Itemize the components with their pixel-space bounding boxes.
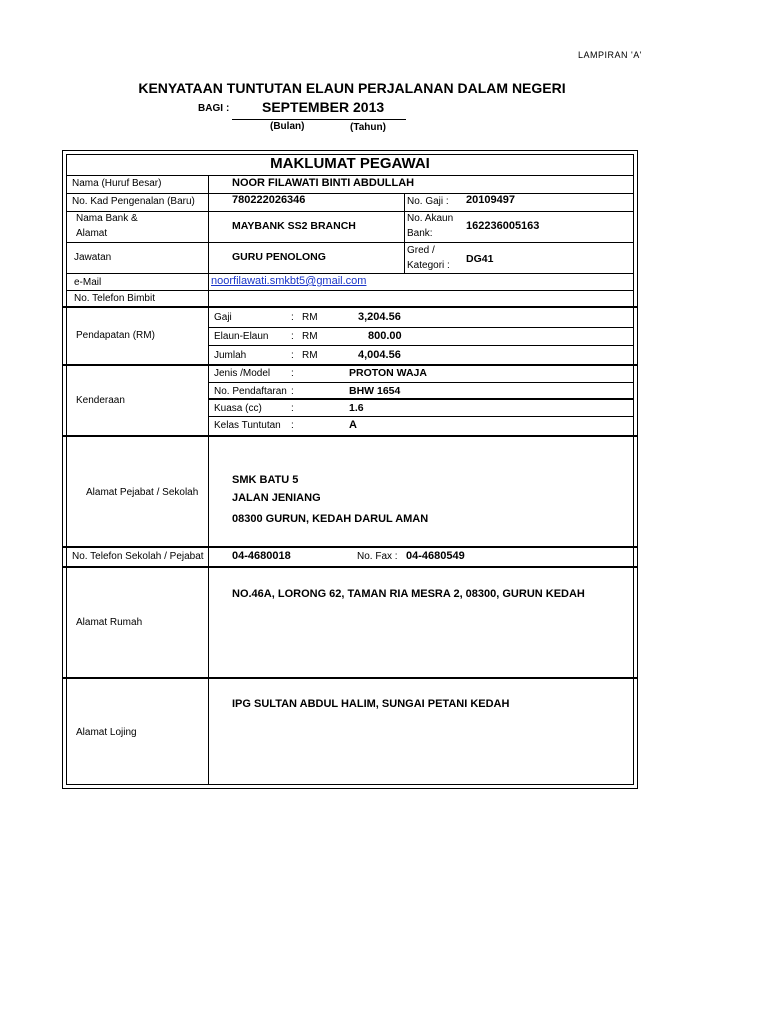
email-label: e-Mail	[74, 277, 102, 288]
document-title: KENYATAAN TUNTUTAN ELAUN PERJALANAN DALAM NEGERI	[138, 80, 566, 96]
alamat-pejabat-line2: JALAN JENIANG	[232, 492, 321, 504]
jenis-model-colon: :	[291, 368, 294, 379]
kuasa-label: Kuasa (cc)	[214, 403, 262, 414]
bagi-colon: :	[226, 103, 230, 114]
elaun-amount: 800.00	[368, 330, 402, 342]
kelas-tuntutan-value: A	[349, 419, 357, 431]
gaji-colon: :	[291, 312, 294, 323]
rule	[66, 242, 634, 243]
jumlah-label: Jumlah	[214, 350, 247, 361]
gaji-label: Gaji	[214, 312, 232, 323]
bank-value: MAYBANK SS2 BRANCH	[232, 220, 356, 232]
gred-value: DG41	[466, 253, 494, 265]
kad-pengenalan-value: 780222026346	[232, 194, 306, 206]
kenderaan-label: Kenderaan	[76, 395, 125, 406]
rule	[66, 211, 634, 212]
rule	[66, 175, 634, 176]
rule	[208, 416, 634, 417]
akaun-label-line1: No. Akaun	[407, 213, 454, 224]
section-title: MAKLUMAT PEGAWAI	[270, 155, 430, 172]
alamat-pejabat-label: Alamat Pejabat / Sekolah	[86, 487, 199, 498]
jumlah-unit: RM	[302, 350, 318, 361]
rule	[208, 345, 634, 346]
rule	[208, 382, 634, 383]
jawatan-label: Jawatan	[74, 252, 112, 263]
rule	[62, 546, 638, 548]
column-divider	[208, 175, 209, 785]
alamat-pejabat-line1: SMK BATU 5	[232, 474, 299, 486]
akaun-value: 162236005163	[466, 220, 540, 232]
pendapatan-label: Pendapatan (RM)	[76, 330, 155, 341]
alamat-rumah-value: NO.46A, LORONG 62, TAMAN RIA MESRA 2, 08300, GURUN KEDAH	[232, 588, 585, 600]
bagi-label: BAGI	[198, 103, 223, 114]
bulan-caption: (Bulan)	[270, 121, 305, 132]
rule	[62, 435, 638, 437]
jenis-model-value: PROTON WAJA	[349, 367, 427, 379]
no-pendaftaran-colon: :	[291, 386, 294, 397]
gred-label-line1: Gred /	[407, 245, 435, 256]
alamat-lojing-label: Alamat Lojing	[76, 727, 137, 738]
kuasa-colon: :	[291, 403, 294, 414]
telefon-bimbit-label: No. Telefon Bimbit	[74, 293, 155, 304]
alamat-lojing-value: IPG SULTAN ABDUL HALIM, SUNGAI PETANI KEDAH	[232, 698, 510, 710]
nama-value: NOOR FILAWATI BINTI ABDULLAH	[232, 177, 415, 189]
tahun-caption: (Tahun)	[350, 122, 386, 133]
akaun-label-line2: Bank:	[407, 228, 433, 239]
rule	[62, 566, 638, 568]
no-gaji-label: No. Gaji :	[407, 196, 449, 207]
bank-label-line1: Nama Bank &	[76, 213, 138, 224]
fax-label: No. Fax :	[357, 551, 398, 562]
elaun-colon: :	[291, 331, 294, 342]
kuasa-value: 1.6	[349, 402, 364, 414]
rule	[66, 273, 634, 274]
lampiran-label: LAMPIRAN 'A'	[578, 50, 642, 60]
elaun-unit: RM	[302, 331, 318, 342]
gaji-amount: 3,204.56	[358, 311, 401, 323]
no-pendaftaran-label: No. Pendaftaran	[214, 386, 287, 397]
telefon-sekolah-value: 04-4680018	[232, 550, 291, 562]
jumlah-colon: :	[291, 350, 294, 361]
telefon-sekolah-label: No. Telefon Sekolah / Pejabat	[72, 551, 204, 562]
fax-value: 04-4680549	[406, 550, 465, 562]
kelas-tuntutan-colon: :	[291, 420, 294, 431]
no-pendaftaran-value: BHW 1654	[349, 385, 401, 397]
alamat-pejabat-line3: 08300 GURUN, KEDAH DARUL AMAN	[232, 513, 429, 525]
jenis-model-label: Jenis /Model	[214, 368, 271, 379]
rule	[66, 193, 634, 194]
elaun-label: Elaun-Elaun	[214, 331, 269, 342]
rule	[62, 364, 638, 366]
jumlah-amount: 4,004.56	[358, 349, 401, 361]
kelas-tuntutan-label: Kelas Tuntutan	[214, 420, 281, 431]
rule	[208, 327, 634, 328]
column-divider	[404, 193, 405, 273]
form-inner-border	[66, 154, 634, 785]
email-link[interactable]: noorfilawati.smkbt5@gmail.com	[211, 275, 367, 287]
jawatan-value: GURU PENOLONG	[232, 251, 326, 263]
rule	[62, 677, 638, 679]
gred-label-line2: Kategori :	[407, 260, 450, 271]
rule	[66, 290, 634, 291]
no-gaji-value: 20109497	[466, 194, 515, 206]
bagi-underline	[232, 119, 406, 120]
rule	[62, 306, 638, 308]
kad-pengenalan-label: No. Kad Pengenalan (Baru)	[72, 196, 195, 207]
bank-label-line2: Alamat	[76, 228, 108, 239]
bagi-period-value: SEPTEMBER 2013	[262, 99, 385, 115]
alamat-rumah-label: Alamat Rumah	[76, 617, 143, 628]
gaji-unit: RM	[302, 312, 318, 323]
nama-label: Nama (Huruf Besar)	[72, 178, 162, 189]
rule	[208, 398, 634, 400]
